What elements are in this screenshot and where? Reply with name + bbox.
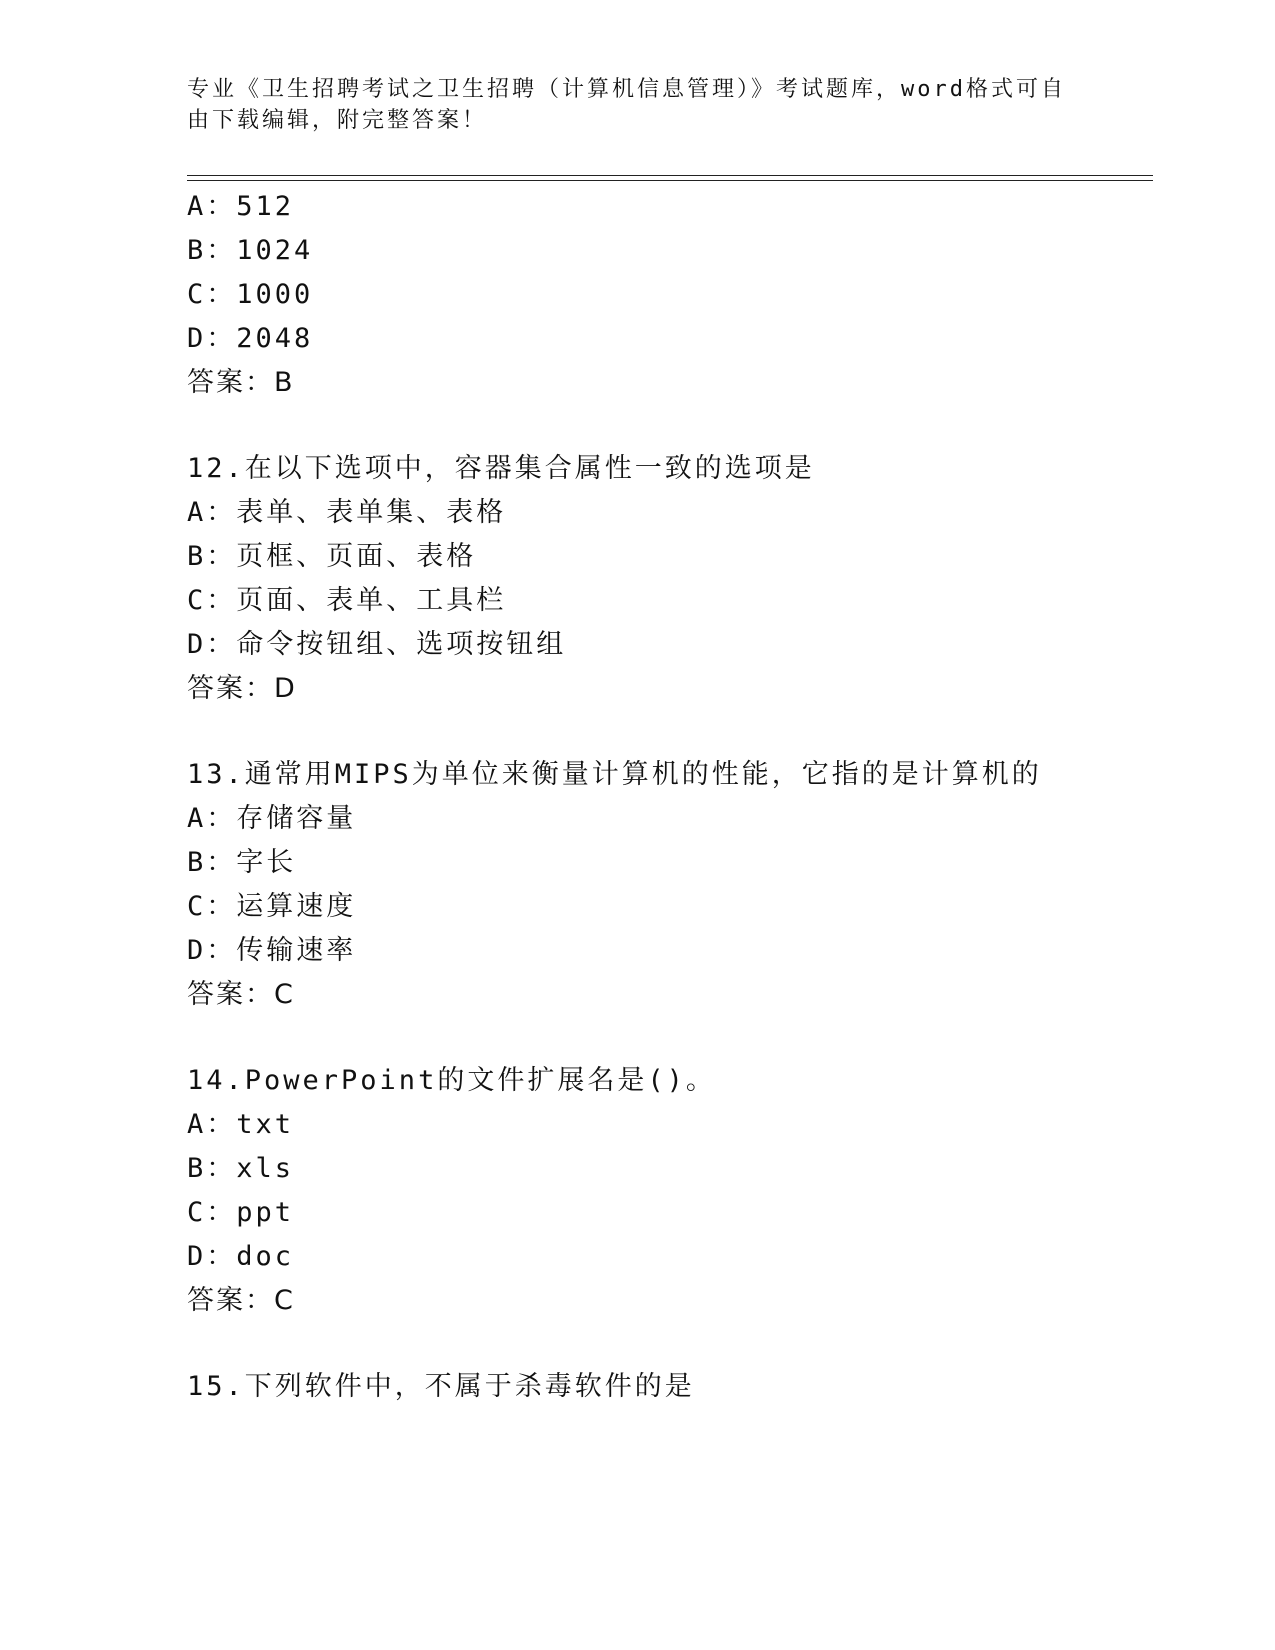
q13-option-b: B：字长	[187, 847, 297, 878]
q14-option-a: A：txt	[187, 1109, 295, 1140]
q14-option-c: C：ppt	[187, 1197, 295, 1228]
header-divider-top	[187, 175, 1153, 176]
q11-answer: 答案：B	[187, 367, 295, 398]
q14-option-d: D：doc	[187, 1241, 295, 1272]
q13-option-d: D：传输速率	[187, 935, 357, 966]
q11-option-a: A：512	[187, 191, 295, 222]
q12-question: 12.在以下选项中，容器集合属性一致的选项是	[187, 453, 815, 484]
q12-option-c: C：页面、表单、工具栏	[187, 585, 507, 616]
q13-option-c: C：运算速度	[187, 891, 357, 922]
q13-question: 13.通常用MIPS为单位来衡量计算机的性能，它指的是计算机的	[187, 759, 1042, 790]
q13-option-a: A：存储容量	[187, 803, 357, 834]
q11-option-d: D：2048	[187, 323, 314, 354]
q11-option-c: C：1000	[187, 279, 314, 310]
header-divider-bottom	[187, 180, 1153, 181]
q14-answer: 答案：C	[187, 1285, 295, 1316]
q13-answer: 答案：C	[187, 979, 295, 1010]
q12-answer: 答案：D	[187, 673, 297, 704]
q12-option-b: B：页框、页面、表格	[187, 541, 477, 572]
q14-question: 14.PowerPoint的文件扩展名是()。	[187, 1065, 716, 1096]
document-header: 专业《卫生招聘考试之卫生招聘（计算机信息管理）》考试题库，word格式可自由下载编辑，附完整答案！	[187, 77, 1066, 133]
q14-option-b: B：xls	[187, 1153, 295, 1184]
q11-option-b: B：1024	[187, 235, 314, 266]
q12-option-d: D：命令按钮组、选项按钮组	[187, 629, 567, 660]
q12-option-a: A：表单、表单集、表格	[187, 497, 507, 528]
q15-question: 15.下列软件中，不属于杀毒软件的是	[187, 1371, 695, 1402]
